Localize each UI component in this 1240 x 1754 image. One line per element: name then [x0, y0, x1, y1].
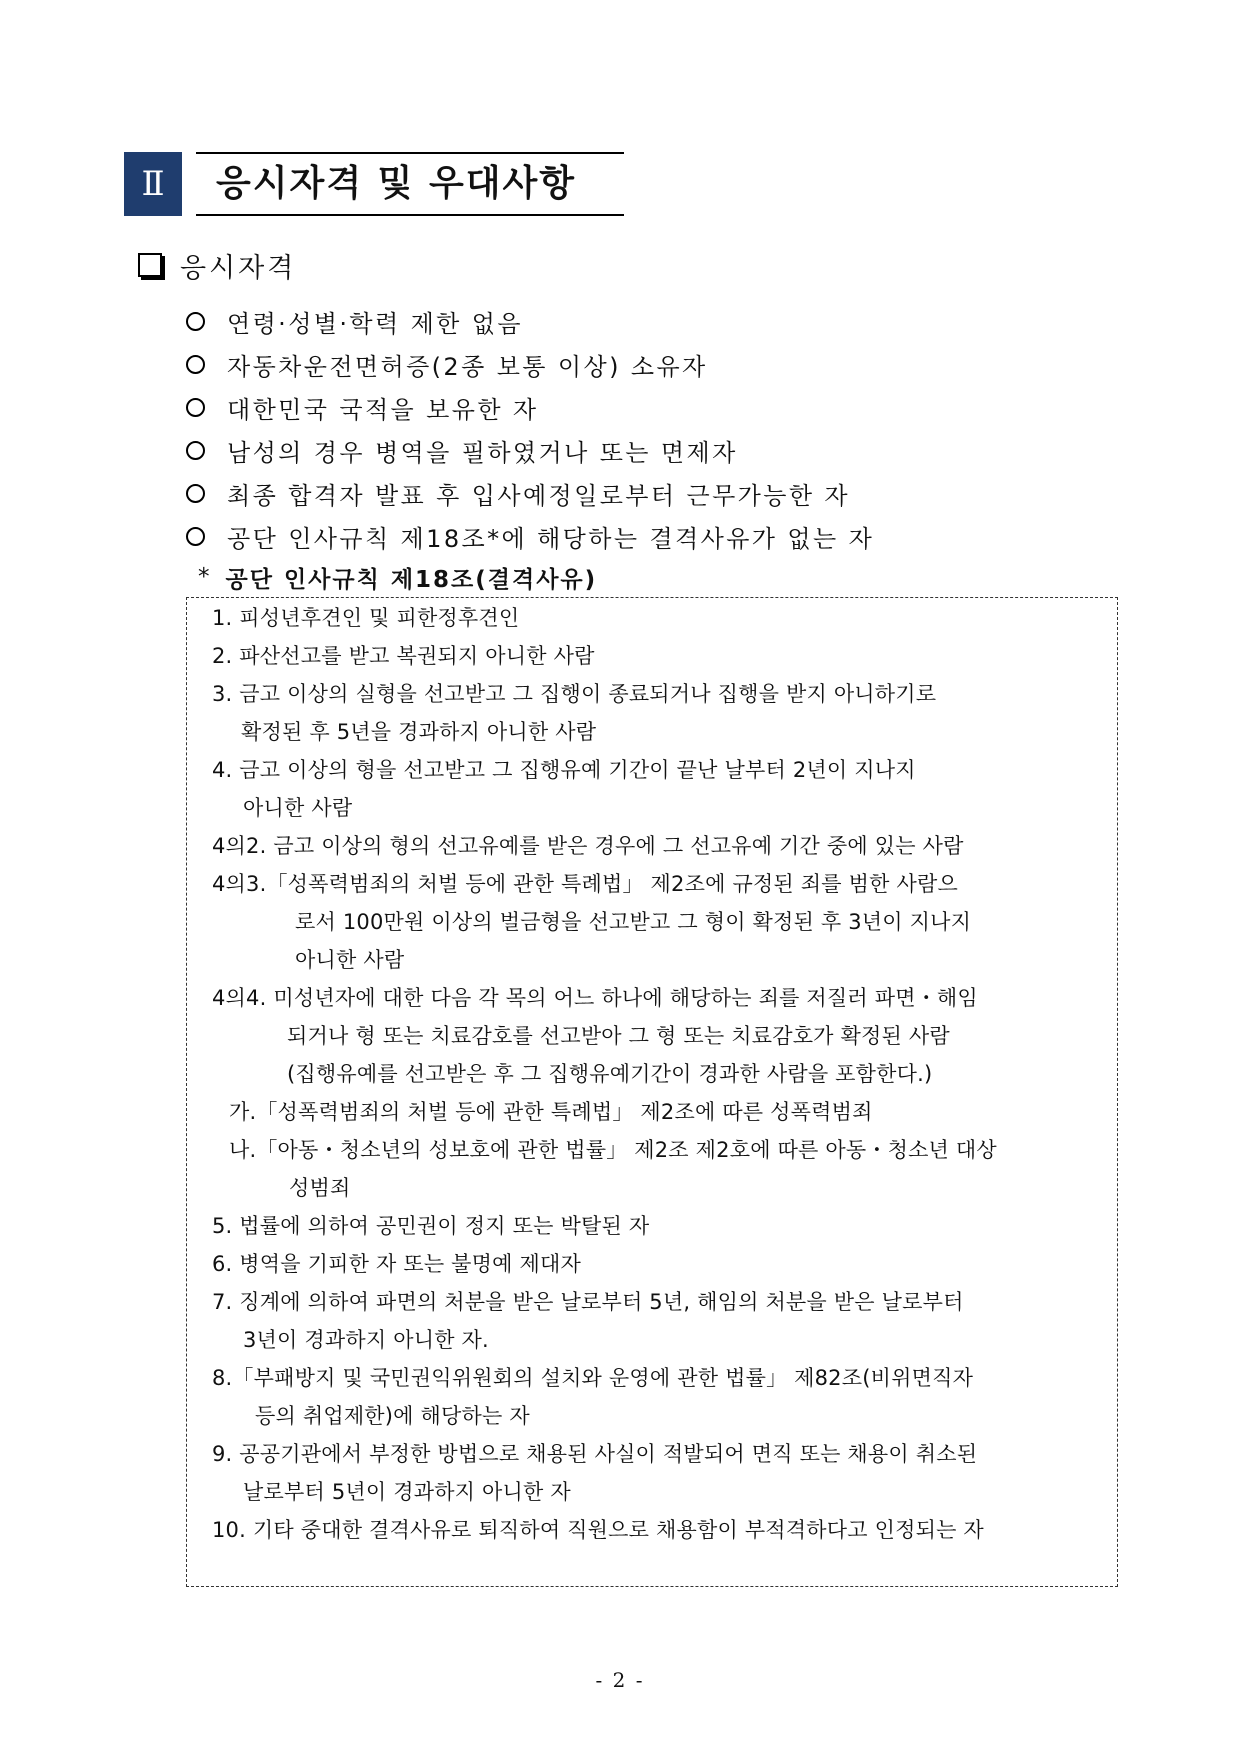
circle-bullet-icon — [186, 312, 205, 331]
list-item: 4의2. 금고 이상의 형의 선고유예를 받은 경우에 그 선고유예 기간 중에 있는 사람 — [212, 834, 964, 858]
circle-bullet-icon — [186, 527, 205, 546]
list-item: 로서 100만원 이상의 벌금형을 선고받고 그 형이 확정된 후 3년이 지나지 — [295, 910, 972, 934]
list-item: 아니한 사람 — [295, 948, 405, 972]
list-item: 가.「성폭력범죄의 처벌 등에 관한 특례법」 제2조에 따른 성폭력범죄 — [229, 1100, 873, 1124]
list-item: 성범죄 — [289, 1176, 351, 1200]
list-item: 3. 금고 이상의 실형을 선고받고 그 집행이 종료되거나 집행을 받지 아니하기로 — [212, 682, 937, 706]
asterisk-icon: * — [198, 564, 212, 590]
list-item: 6. 병역을 기피한 자 또는 불명예 제대자 — [212, 1252, 581, 1276]
list-item: 4. 금고 이상의 형을 선고받고 그 집행유예 기간이 끝난 날부터 2년이 지나지 — [212, 758, 916, 782]
page-number: - 2 - — [595, 1668, 645, 1692]
circle-bullet-icon — [186, 355, 205, 374]
section-number-badge: Ⅱ — [124, 152, 182, 216]
list-item: 5. 법률에 의하여 공민권이 정지 또는 박탈된 자 — [212, 1214, 650, 1238]
list-item: 9. 공공기관에서 부정한 방법으로 채용된 사실이 적발되어 면직 또는 채용이 취소된 — [212, 1442, 978, 1466]
list-item: 확정된 후 5년을 경과하지 아니한 사람 — [241, 720, 597, 744]
list-item: 3년이 경과하지 아니한 자. — [243, 1328, 489, 1352]
subsection-title: 응시자격 — [180, 252, 297, 284]
disqualification-box — [186, 597, 1118, 1587]
list-item: 2. 파산선고를 받고 복권되지 아니한 사람 — [212, 644, 595, 668]
square-bullet-icon — [138, 253, 162, 277]
list-item: 대한민국 국적을 보유한 자 — [186, 386, 874, 429]
list-item: 남성의 경우 병역을 필하였거나 또는 면제자 — [186, 429, 874, 472]
list-item: 자동차운전면허증(2종 보통 이상) 소유자 — [186, 343, 874, 386]
section-header — [124, 152, 624, 216]
list-item: 공단 인사규칙 제18조*에 해당하는 결격사유가 없는 자 — [186, 515, 874, 558]
list-item: 등의 취업제한)에 해당하는 자 — [255, 1404, 530, 1428]
list-item: (집행유예를 선고받은 후 그 집행유예기간이 경과한 사람을 포함한다.) — [287, 1062, 933, 1086]
list-item: 1. 피성년후견인 및 피한정후견인 — [212, 606, 520, 630]
note-title: 공단 인사규칙 제18조(결격사유) — [225, 566, 598, 593]
subsection-header — [138, 245, 296, 285]
list-item: 나.「아동・청소년의 성보호에 관한 법률」 제2조 제2호에 따른 아동・청소년 대상 — [229, 1138, 997, 1162]
list-item: 연령·성별·학력 제한 없음 — [186, 300, 874, 343]
list-item: 7. 징계에 의하여 파면의 처분을 받은 날로부터 5년, 해임의 처분을 받은 날로부터 — [212, 1290, 964, 1314]
list-item: 4의3.「성폭력범죄의 처벌 등에 관한 특례법」 제2조에 규정된 죄를 범한 사람으 — [212, 872, 958, 896]
list-item: 날로부터 5년이 경과하지 아니한 자 — [243, 1480, 571, 1504]
list-item: 되거나 형 또는 치료감호를 선고받아 그 형 또는 치료감호가 확정된 사람 — [287, 1024, 950, 1048]
note-heading — [198, 559, 597, 595]
circle-bullet-icon — [186, 398, 205, 417]
list-item: 10. 기타 중대한 결격사유로 퇴직하여 직원으로 채용함이 부적격하다고 인정되는 자 — [212, 1518, 984, 1542]
section-title: 응시자격 및 우대사항 — [196, 152, 624, 216]
circle-bullet-icon — [186, 441, 205, 460]
qualification-list — [186, 300, 874, 558]
circle-bullet-icon — [186, 484, 205, 503]
list-item: 4의4. 미성년자에 대한 다음 각 목의 어느 하나에 해당하는 죄를 저질러 파면・해임 — [212, 986, 978, 1010]
list-item: 최종 합격자 발표 후 입사예정일로부터 근무가능한 자 — [186, 472, 874, 515]
list-item: 아니한 사람 — [243, 796, 353, 820]
list-item: 8.「부패방지 및 국민권익위원회의 설치와 운영에 관한 법률」 제82조(비위면직자 — [212, 1366, 974, 1390]
